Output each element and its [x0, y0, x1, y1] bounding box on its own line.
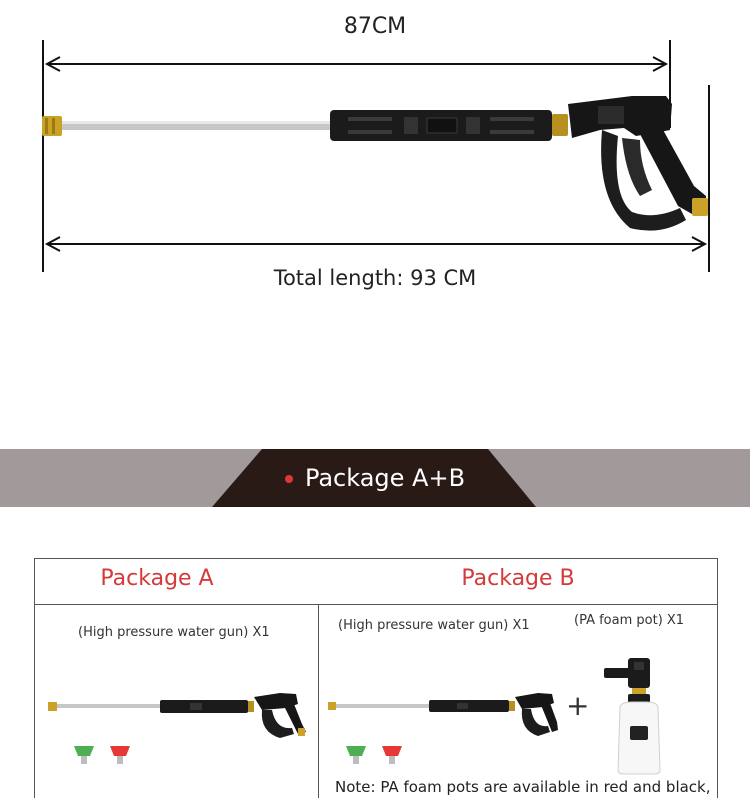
total-length-label: Total length: 93 CM [273, 266, 477, 290]
package-a-nozzles [72, 742, 142, 770]
green-nozzle-icon [74, 746, 94, 756]
package-b-title: Package B [461, 566, 575, 591]
red-nozzle-icon [110, 746, 130, 756]
package-banner-title: Package A+B [304, 464, 466, 492]
dimension-drawing [0, 0, 750, 300]
bullet-dot-icon [285, 475, 293, 483]
package-b-nozzles [344, 742, 414, 770]
table-divider-vertical [318, 604, 319, 798]
package-b-gun-image [328, 688, 558, 744]
table-divider-horizontal [34, 604, 718, 605]
red-nozzle-icon [382, 746, 402, 756]
package-a-gun-caption: (High pressure water gun) X1 [78, 625, 270, 640]
package-b-note: Note: PA foam pots are available in red and black, [335, 778, 711, 796]
package-a-title: Package A [100, 566, 214, 591]
package-b-foam-caption: (PA foam pot) X1 [574, 613, 685, 628]
gun-length-label: 87CM [343, 14, 407, 39]
package-a-gun-image [48, 688, 308, 744]
green-nozzle-icon [346, 746, 366, 756]
package-b-gun-caption: (High pressure water gun) X1 [338, 618, 530, 633]
spray-gun-illustration [42, 96, 708, 231]
package-banner [0, 449, 750, 507]
foam-pot-image [598, 654, 680, 776]
plus-sign: + [566, 689, 590, 722]
